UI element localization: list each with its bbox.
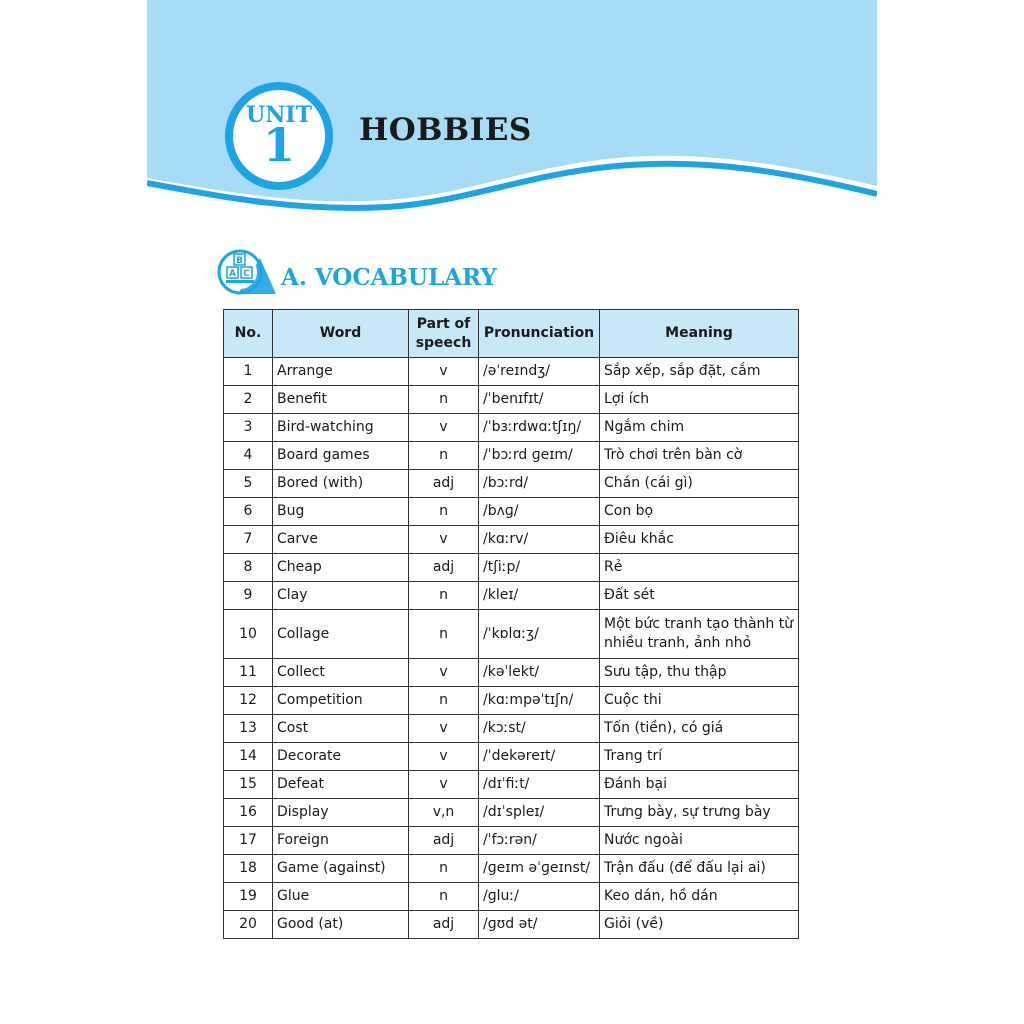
cell-word: Board games [273,442,409,470]
header-word: Word [273,310,409,358]
cell-no: 12 [224,687,273,715]
cell-part-of-speech: v [409,743,479,771]
cell-part-of-speech: adj [409,554,479,582]
vocabulary-table [223,309,799,939]
cell-pronunciation: /əˈreɪndʒ/ [479,358,600,386]
table-row [224,442,799,470]
cell-meaning: Trang trí [600,743,799,771]
cell-meaning: Trò chơi trên bàn cờ [600,442,799,470]
cell-no: 14 [224,743,273,771]
cell-pronunciation: /ɡeɪm əˈɡeɪnst/ [479,855,600,883]
cell-pronunciation: /bʌɡ/ [479,498,600,526]
cell-no: 8 [224,554,273,582]
table-row [224,883,799,911]
unit-number: 1 [262,118,295,172]
cell-meaning: Ngắm chim [600,414,799,442]
cell-pronunciation: /kleɪ/ [479,582,600,610]
cell-word: Display [273,799,409,827]
table-row [224,470,799,498]
cell-meaning: Một bức tranh tạo thành từ nhiều tranh, ảnh nhỏ [600,610,799,659]
cell-meaning: Tốn (tiền), có giá [600,715,799,743]
table-row [224,610,799,659]
cell-no: 5 [224,470,273,498]
cell-pronunciation: /kɑːrv/ [479,526,600,554]
cell-meaning: Sắp xếp, sắp đặt, cắm [600,358,799,386]
cell-meaning: Chán (cái gì) [600,470,799,498]
unit-title: HOBBIES [359,112,532,148]
cell-word: Collect [273,659,409,687]
table-row [224,358,799,386]
cell-meaning: Điêu khắc [600,526,799,554]
cell-pronunciation: /kɑːmpəˈtɪʃn/ [479,687,600,715]
cell-meaning: Keo dán, hồ dán [600,883,799,911]
cell-word: Cheap [273,554,409,582]
cell-part-of-speech: n [409,855,479,883]
cell-no: 6 [224,498,273,526]
cell-no: 2 [224,386,273,414]
table-row [224,827,799,855]
cell-part-of-speech: v [409,414,479,442]
cell-pronunciation: /ˈbɜːrdwɑːtʃɪŋ/ [479,414,600,442]
cell-no: 18 [224,855,273,883]
cell-word: Foreign [273,827,409,855]
table-row [224,855,799,883]
cell-meaning: Rẻ [600,554,799,582]
section-title: A. VOCABULARY [281,264,497,291]
header-pronunciation: Pronunciation [479,310,600,358]
cell-meaning: Trận đấu (để đấu lại ai) [600,855,799,883]
cell-word: Collage [273,610,409,659]
cell-no: 15 [224,771,273,799]
cell-pronunciation: /dɪˈfiːt/ [479,771,600,799]
table-row [224,715,799,743]
cell-no: 17 [224,827,273,855]
table-row [224,498,799,526]
cell-word: Carve [273,526,409,554]
svg-text:A: A [229,269,236,279]
cell-part-of-speech: v,n [409,799,479,827]
cell-pronunciation: /ɡʊd ət/ [479,911,600,939]
cell-no: 19 [224,883,273,911]
header-meaning: Meaning [600,310,799,358]
cell-part-of-speech: v [409,526,479,554]
table-row [224,386,799,414]
cell-pronunciation: /kəˈlekt/ [479,659,600,687]
cell-no: 9 [224,582,273,610]
cell-meaning: Con bọ [600,498,799,526]
table-row [224,582,799,610]
cell-part-of-speech: n [409,883,479,911]
cell-meaning: Cuộc thi [600,687,799,715]
unit-badge [225,82,333,190]
table-row [224,659,799,687]
table-row [224,771,799,799]
textbook-page [147,0,877,1024]
cell-part-of-speech: n [409,687,479,715]
cell-part-of-speech: adj [409,470,479,498]
table-header-row [224,310,799,358]
header-no: No. [224,310,273,358]
cell-part-of-speech: n [409,498,479,526]
svg-text:C: C [243,269,250,279]
cell-meaning: Đánh bại [600,771,799,799]
abc-blocks-icon [216,248,276,296]
cell-part-of-speech: adj [409,827,479,855]
cell-no: 7 [224,526,273,554]
cell-pronunciation: /bɔːrd/ [479,470,600,498]
cell-word: Defeat [273,771,409,799]
cell-part-of-speech: v [409,715,479,743]
cell-pronunciation: /ˈdekəreɪt/ [479,743,600,771]
cell-word: Bug [273,498,409,526]
cell-pronunciation: /ˈbɔːrd ɡeɪm/ [479,442,600,470]
cell-word: Game (against) [273,855,409,883]
table-row [224,799,799,827]
cell-no: 1 [224,358,273,386]
cell-word: Competition [273,687,409,715]
unit-label: UNIT [246,102,312,128]
cell-no: 10 [224,610,273,659]
cell-no: 3 [224,414,273,442]
cell-part-of-speech: n [409,610,479,659]
cell-no: 11 [224,659,273,687]
cell-part-of-speech: v [409,771,479,799]
cell-no: 13 [224,715,273,743]
cell-word: Arrange [273,358,409,386]
cell-pronunciation: /dɪˈspleɪ/ [479,799,600,827]
cell-no: 20 [224,911,273,939]
cell-word: Benefit [273,386,409,414]
cell-pronunciation: /ˈfɔːrən/ [479,827,600,855]
cell-word: Bored (with) [273,470,409,498]
table-row [224,743,799,771]
table-row [224,687,799,715]
table-row [224,911,799,939]
cell-word: Decorate [273,743,409,771]
cell-pronunciation: /ˈkɒlɑːʒ/ [479,610,600,659]
cell-no: 4 [224,442,273,470]
table-row [224,414,799,442]
cell-pronunciation: /kɔːst/ [479,715,600,743]
svg-text:B: B [236,256,243,266]
cell-pronunciation: /ˈbenɪfɪt/ [479,386,600,414]
cell-word: Cost [273,715,409,743]
cell-word: Good (at) [273,911,409,939]
cell-word: Clay [273,582,409,610]
cell-part-of-speech: adj [409,911,479,939]
table-row [224,526,799,554]
cell-meaning: Sưu tập, thu thập [600,659,799,687]
cell-meaning: Trưng bày, sự trưng bày [600,799,799,827]
cell-pronunciation: /ɡluː/ [479,883,600,911]
cell-part-of-speech: n [409,442,479,470]
cell-meaning: Lợi ích [600,386,799,414]
header-part-of-speech: Part of speech [409,310,479,358]
cell-part-of-speech: v [409,358,479,386]
cell-meaning: Nước ngoài [600,827,799,855]
cell-meaning: Giỏi (về) [600,911,799,939]
cell-meaning: Đất sét [600,582,799,610]
cell-word: Glue [273,883,409,911]
cell-no: 16 [224,799,273,827]
cell-word: Bird-watching [273,414,409,442]
cell-part-of-speech: n [409,582,479,610]
cell-pronunciation: /tʃiːp/ [479,554,600,582]
cell-part-of-speech: v [409,659,479,687]
table-row [224,554,799,582]
cell-part-of-speech: n [409,386,479,414]
